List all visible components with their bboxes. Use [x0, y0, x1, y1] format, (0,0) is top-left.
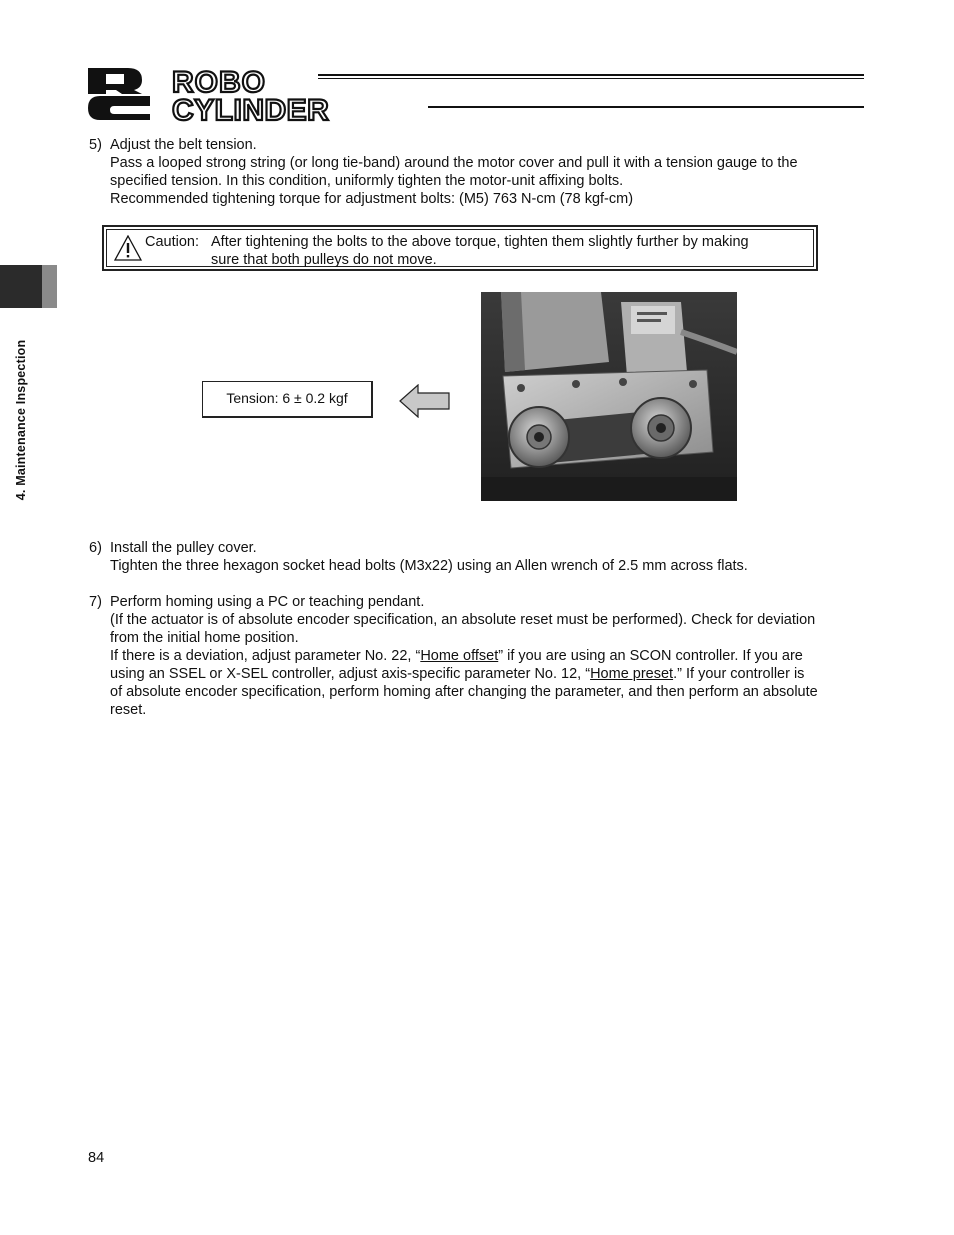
step-line — [110, 665, 879, 683]
warning-triangle-icon — [114, 235, 142, 261]
text-fragment: ” if you are using an SCON controller. If you are — [498, 648, 803, 664]
step-number: 5) — [89, 137, 102, 153]
logo-robo: ROBO — [172, 66, 266, 99]
home-offset-link[interactable]: Home offset — [420, 648, 499, 664]
pulley-photo — [481, 292, 737, 501]
side-tab-dark — [0, 265, 42, 308]
step-line: Adjust the belt tension. — [110, 137, 257, 153]
side-tab-light — [42, 265, 57, 308]
step-line: of absolute encoder specification, perform homing after changing the parameter, and then perform an absolute — [110, 684, 818, 700]
caution-line: After tightening the bolts to the above torque, tighten them slightly further by making — [211, 234, 749, 250]
step-line: Recommended tightening torque for adjustment bolts: (M5) 763 N-cm (78 kgf-cm) — [110, 191, 634, 207]
step-line: Install the pulley cover. — [110, 540, 257, 556]
step-5 — [89, 136, 879, 208]
step-line: Tighten the three hexagon socket head bolts (M3x22) using an Allen wrench of 2.5 mm across flats. — [110, 558, 748, 574]
step-6 — [89, 539, 879, 575]
header-rule-top-1 — [318, 74, 864, 76]
step-line — [110, 647, 879, 665]
side-tab-label: 4. Maintenance Inspection — [14, 339, 28, 501]
step-line: Pass a looped strong string (or long tie-band) around the motor cover and pull it with a tension gauge to the — [110, 155, 798, 171]
step-number: 7) — [89, 594, 102, 610]
step-line: Perform homing using a PC or teaching pendant. — [110, 594, 425, 610]
step-7 — [89, 593, 879, 719]
caution-box — [102, 225, 818, 271]
step-line: reset. — [110, 702, 147, 718]
text-fragment: .” If your controller is — [673, 666, 805, 682]
step-line: (If the actuator is of absolute encoder specification, an absolute reset must be performed). Check for deviation — [110, 612, 816, 628]
home-preset-link[interactable]: Home preset — [590, 666, 674, 682]
header-rule-bottom — [428, 106, 864, 108]
step-line: specified tension. In this condition, uniformly tighten the motor-unit affixing bolts. — [110, 173, 624, 189]
page-number: 84 — [88, 1150, 105, 1166]
logo-cylinder: CYLINDER — [172, 94, 330, 122]
text-fragment: using an SSEL or X-SEL controller, adjust axis-specific parameter No. 12, “ — [110, 666, 591, 682]
step-line: from the initial home position. — [110, 630, 299, 646]
caution-line: sure that both pulleys do not move. — [211, 252, 437, 268]
text-fragment: If there is a deviation, adjust parameter No. 22, “ — [110, 648, 421, 664]
step-number: 6) — [89, 540, 102, 556]
caution-box-inner — [106, 229, 814, 267]
tension-label-box: Tension: 6 ± 0.2 kgf — [202, 381, 373, 418]
caution-text — [211, 233, 811, 269]
left-arrow-icon — [398, 384, 452, 418]
caution-label: Caution: — [145, 234, 200, 250]
header-rule-top-2 — [318, 78, 864, 79]
